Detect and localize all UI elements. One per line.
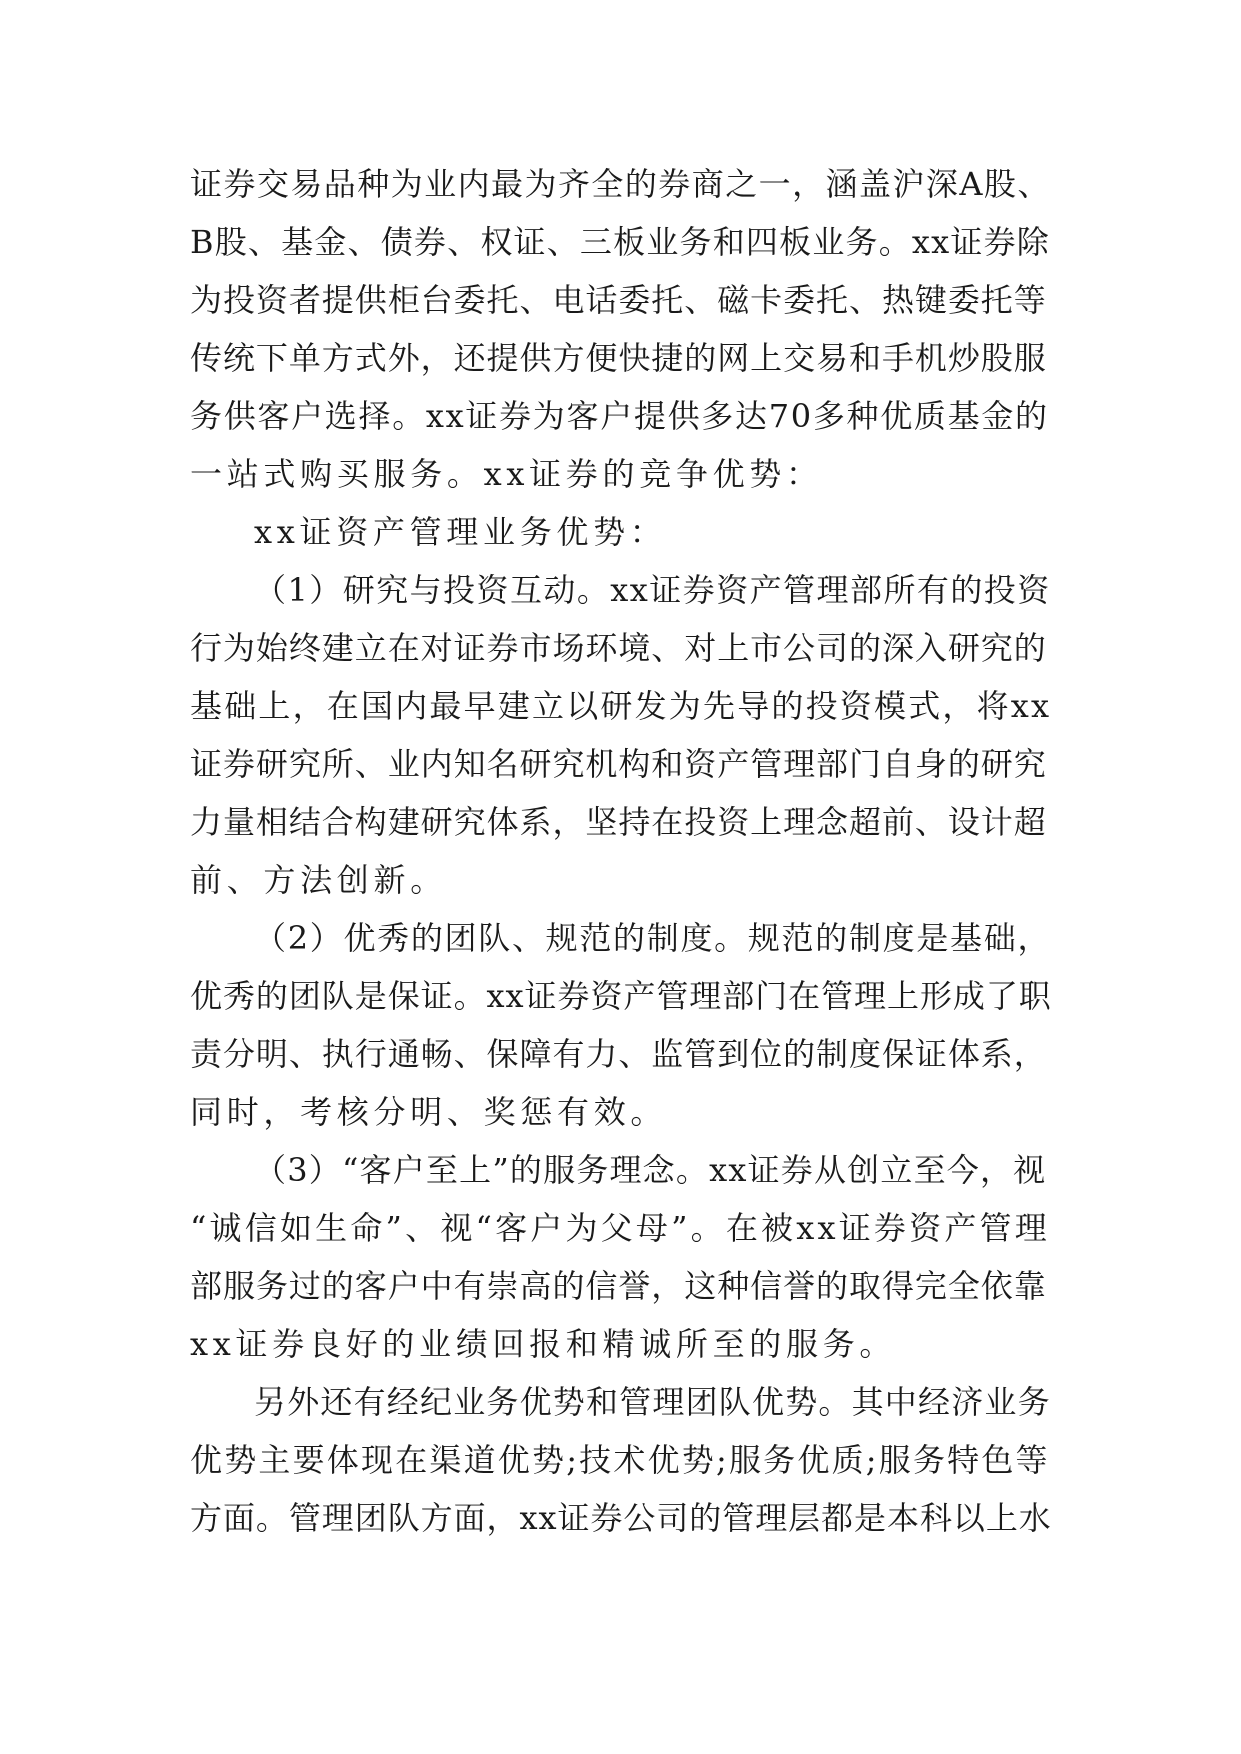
- body-text: [190, 155, 1052, 1547]
- text-line: 另外还有经纪业务优势和管理团队优势。其中经济业务: [254, 1383, 1051, 1421]
- text-line: B股、基金、债券、权证、三板业务和四板业务。xx证券除: [190, 223, 1051, 261]
- text-line: 同时，考核分明、奖惩有效。: [190, 1093, 668, 1131]
- text-line: 优势主要体现在渠道优势;技术优势;服务优质;服务特色等: [190, 1441, 1050, 1479]
- text-line: 行为始终建立在对证券市场环境、对上市公司的深入研究的: [190, 629, 1047, 667]
- text-line: 证券研究所、业内知名研究机构和资产管理部门自身的研究: [190, 745, 1047, 783]
- text-line: xx证券良好的业绩回报和精诚所至的服务。: [190, 1325, 897, 1363]
- text-line: xx证资产管理业务优势：: [254, 513, 667, 551]
- text-line: “诚信如生命”、视“客户为父母”。在被xx证券资产管理: [190, 1209, 1050, 1247]
- text-line: （1）研究与投资互动。xx证券资产管理部所有的投资: [254, 571, 1051, 609]
- text-line: 务供客户选择。xx证券为客户提供多达70多种优质基金的: [190, 397, 1049, 435]
- text-line: 责分明、执行通畅、保障有力、监管到位的制度保证体系，: [190, 1035, 1047, 1073]
- text-line: 优秀的团队是保证。xx证券资产管理部门在管理上形成了职: [190, 977, 1052, 1015]
- text-line: 为投资者提供柜台委托、电话委托、磁卡委托、热键委托等: [190, 281, 1047, 319]
- text-line: 证券交易品种为业内最为齐全的券商之一，涵盖沪深A股、: [190, 165, 1051, 203]
- text-line: 方面。管理团队方面，xx证券公司的管理层都是本科以上水: [190, 1499, 1052, 1537]
- text-line: 基础上，在国内最早建立以研发为先导的投资模式，将xx: [190, 687, 1052, 725]
- text-line: 部服务过的客户中有崇高的信誉，这种信誉的取得完全依靠: [190, 1267, 1047, 1305]
- text-line: （3）“客户至上”的服务理念。xx证券从创立至今，视: [254, 1151, 1047, 1189]
- text-line: 力量相结合构建研究体系，坚持在投资上理念超前、设计超: [190, 803, 1047, 841]
- text-line: （2）优秀的团队、规范的制度。规范的制度是基础，: [254, 919, 1052, 957]
- text-line: 一站式购买服务。xx证券的竞争优势：: [190, 455, 823, 493]
- text-line: 前、方法创新。: [190, 861, 447, 899]
- text-line: 传统下单方式外，还提供方便快捷的网上交易和手机炒股服: [190, 339, 1047, 377]
